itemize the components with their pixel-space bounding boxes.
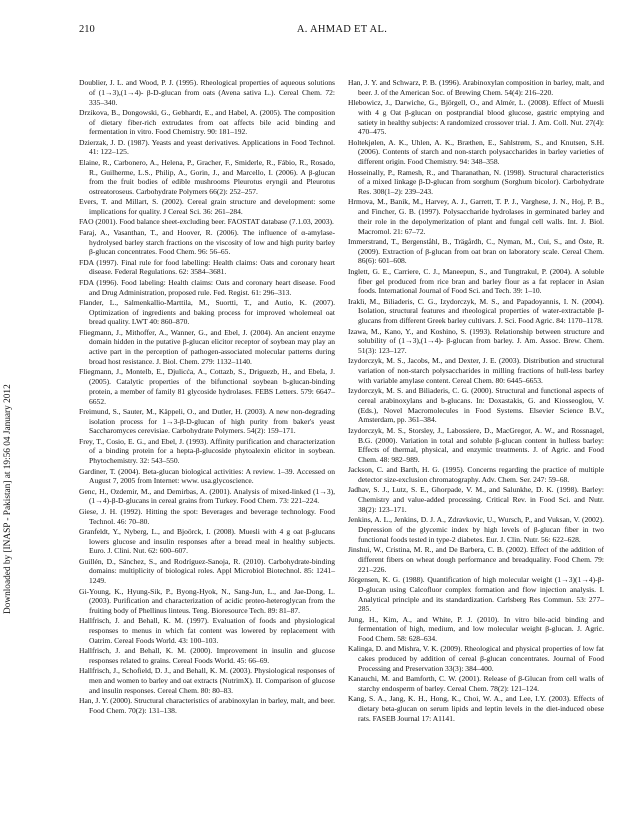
reference-entry: Han, J. Y. (2000). Structural characteristics of arabinoxylan in barley, malt, and beer. Food Chem. 70(2): 131–138. [79,696,335,715]
reference-entry: Kang, S. A., Jang, K. H., Hong, K., Choi, W. A., and Lee, I.Y. (2003). Effects of dietary beta-glucan on serum lipids and leptin levels in the diet-induced obese rats. FASEB Journal 17: A1141. [348,694,604,723]
references-left-column [79,78,335,716]
reference-entry: Inglett, G. E., Carriere, C. J., Maneepun, S., and Tungtrakul, P. (2004). A soluble fiber gel produced from rice bran and barley flour as a fat replacer in Asian foods. International Journal of Food Sci. and Tech. 39: 1–10. [348,266,604,296]
reference-entry: Freimund, S., Sauter, M., Käppeli, O., and Dutler, H. (2003). A new non-degrading isolation process for 1→3-β-D-glucan of high purity from baker's yeast Saccharomyces cerevisiae. Carbohydrate Polymers. 54(2): 159–171. [79,406,335,436]
reference-entry: Jackson, C. and Barth, H. G. (1995). Concerns regarding the practice of multiple detector size-exclusion chromatography. Adv. Chem. Ser. 247: 59–68. [348,465,604,485]
download-notice: Downloaded by [INASP - Pakistan] at 19:56 04 January 2012 [3,384,13,614]
reference-entry: Jung, H., Kim, A., and White, P. J. (2010). In vitro bile-acid binding and fermentation of high, medium, and low molecular weight β-glucan. J. Agric. Food Chem. 58: 628–634. [348,614,604,644]
reference-entry: Hrmova, M., Banik, M., Harvey, A. J., Garrett, T. P. J., Varghese, J. N., Hoj, P. B., and Fincher, G. B. (1997). Polysaccharide hydrolases in germinated barley and their role in the depolymerization of plant and fungal cell walls. Int. J. Biol. Macromol. 21: 67–72. [348,197,604,236]
reference-entry: Izydorczyk, M. S., Jacobs, M., and Dexter, J. E. (2003). Distribution and structural variation of non-starch polysaccharides in milling fractions of hull-less barley with variable amylase content. Cereal Chem. 80: 6445–6653. [348,356,604,385]
reference-entry: Izydorczyk, M. S., Storsley, J., Labossiere, D., MacGregor, A. W., and Rossnagel, B.G. (2000). Variation in total and soluble β-glucan content in hulless barley: Effects of thermal, physical, and enzymic treatments. J. of Agric. and Food Chem. 48: 982–989. [348,425,604,465]
reference-entry: Hlebowicz, J., Darwiche, G., Björgell, O., and Almér, L. (2008). Effect of Muesli with 4 g Oat β-glucan on postprandial blood glucose, gastric emptying and satiety in healthy subjects: A randomized crossover trial. J. Am. Coll. Nut. 27(4): 470–475. [348,98,604,137]
reference-entry: Dzierzak, J. D. (1987). Yeasts and yeast derivatives. Applications in Food Technol. 41: 122–125. [79,137,335,157]
page-header [79,24,605,38]
references-right-column [348,78,604,724]
reference-entry: Jinshui, W., Cristina, M. R., and De Barbera, C. B. (2002). Effect of the addition of different fibers on wheat dough performance and breadquality. Food Chem. 79: 221–226. [348,545,604,574]
reference-entry: Hallfrisch, J. and Behall, K. M. (1997). Evaluation of foods and physiological responses to menus in which fat content was lowered by replacement with Oatrim. Cereal Foods World. 43: 100–103. [79,616,335,645]
reference-entry: Gardiner, T. (2004). Beta-glucan biological activities: A review. 1–39. Accessed on August 7, 2005 from Internet: www. usa.glycoscience. [79,466,335,486]
running-head: A. AHMAD ET AL. [296,24,388,35]
download-notice-sidebar [3,54,17,614]
reference-entry: Izawa, M., Kano, Y., and Koshino, S. (1993). Relationship between structure and solubility of (1→3),(1→4)- β-glucan from barley. J. Am. Assoc. Brew. Chem. 51(3): 123–127. [348,326,604,355]
reference-entry: Izydorczyk, M. S. and Biliaderis, C. G. (2000). Structural and functional aspects of cereal arabinoxylans and b-glucans. In: Doxastakis, G. and Kiosseoglou, V. (Eds.), Novel Macromolecules in Food Systems. Elsevier Science B.V., Amsterdam, pp. 361–384. [348,386,604,425]
reference-entry: Kanauchi, M. and Bamforth, C. W. (2001). Release of β-Glucan from cell walls of starchy endosperm of barley. Cereal Chem. 78(2): 121–124. [348,674,604,694]
reference-entry: FDA (1996). Food labeling: Health claims: Oats and coronary heart disease. Food and Drug Administration, proposed rule. Fed. Regist. 61: 296–313. [79,277,335,297]
reference-entry: Elaine, R., Carbonero, A., Helena, P., Gracher, F., Smiderle, R., Fábio, R., Rosado, R., Guilherme, L.S., Philip, A., Gorin, J., and Marcello, I. (2006). A β-glucan from the fruit bodies of edible mushrooms Pleurotus eryngii and Pleurotus ostreatoroseus. Carbohydrate Polymers 66(2): 252–257. [79,157,335,197]
reference-entry: Flander, L., Salmenkallio-Marttila, M., Suortti, T., and Autio, K. (2007). Optimization of ingredients and baking process for improved wholemeal oat bread quality. LWT 40: 860–870. [79,297,335,327]
reference-entry: Doublier, J. L. and Wood, P. J. (1995). Rheological properties of aqueous solutions of (1→3),(1→4)- β-D-glucan from oats (Avena sativa L.). Cereal Chem. 72: 335–340. [79,78,335,107]
reference-entry: Jörgensen, K. G. (1988). Quantification of high molecular weight (1→3)(1→4)-β-D-glucan using Calcofluor complex formation and flow injection analysis. I. Analytical principle and its standardization. Carlsberg Res Commun. 53: 277–285. [348,575,604,614]
reference-entry: FAO (2001). Food balance sheet-excluding beer. FAOSTAT database (7.1.03, 2003). [79,217,334,227]
reference-entry: Irakli, M., Biliaderis, C. G., Izydorczyk, M. S., and Papadoyannis, I. N. (2004). Isolation, structural features and rheological properties of water-extractable β-glucans from different Greek barley cultivars. J. Sci. Food Agric. 84: 1170–1178. [348,296,604,326]
reference-entry: Kalinga, D. and Mishra, V. K. (2009). Rheological and physical properties of low fat cakes produced by addition of cereal β-glucan concentrates. Journal of Food Processing and Preservation 33(3): 384–400. [348,644,604,673]
reference-entry: Guillén, D., Sánchez, S., and Rodríguez-Sanoja, R. (2010). Carbohydrate-binding domains: multiplicity of biological roles. Appl Microbiol Biotechnol. 85: 1241–1249. [79,556,335,586]
reference-entry: Genc, H., Ozdemir, M., and Demirbas, A. (2001). Analysis of mixed-linked (1→3), (1→4)-β-D-glucans in cereal grains from Turkey. Food Chem. 73: 221–224. [79,486,335,506]
reference-entry: FDA (1997). Final rule for food labelling: Health claims: Oats and coronary heart disease. Federal Regulations. 62: 3584–3681. [79,257,335,277]
reference-entry: Hallfrisch, J. and Behall, K. M. (2000). Improvement in insulin and glucose responses related to grains. Cereal Foods World. 45: 66–69. [79,646,335,665]
reference-entry: Drzikova, B., Dongowski, G., Gebhardt, E., and Habel, A. (2005). The composition of dietary fiber-rich extrudates from oat affects bile acid binding and fermentation in vitro. Food Chemistry. 90: 181–192. [79,107,335,137]
reference-entry: Evers, T. and Millart, S. (2002). Cereal grain structure and development: some implications for quality. J Cereal Sci. 36: 261–284. [79,197,335,217]
reference-entry: Frey, T., Cosio, E. G., and Ebel, J. (1993). Affinity purification and characterization of a binding protein for a hepta-β-glucoside phytoalexin elicitor in soybean. Phytochemistry. 32: 543–550. [79,436,335,466]
reference-entry: Hallfrisch, J., Schofield, D. J., and Behall, K. M. (2003). Physiological responses of men and women to barley and oat extracts (NutrimX). II. Comparison of glucose and insulin responses. Cereal Chem. 80: 80–83. [79,666,335,695]
reference-entry: Immerstrand, T., Bergenståhl, B., Trägårdh, C., Nyman, M., Cui, S., and Öste, R. (2009). Extraction of β-glucan from oat bran on laboratory scale. Cereal Chem. 86(6): 601–608. [348,236,604,266]
reference-entry: Jenkins, A. L., Jenkins, D. J. A., Zdravkovic, U., Wursch, P., and Vuksan, V. (2002). Depression of the glycemic index by high levels of β-glucan fiber in two functional foods tested in type-2 diabetes. Eur. J. Clin. Nutr. 56: 622–628. [348,515,604,544]
reference-entry: Jadhav, S. J., Lutz, S. E., Ghorpade, V. M., and Salunkhe, D. K. (1998). Barley: Chemistry and value-added processing. Critical Rev. in Food Sci. and Nutr. 38(2): 123–171. [348,485,604,514]
reference-entry: Han, J. Y. and Schwarz, P. B. (1996). Arabinoxylan composition in barley, malt, and beer. J. of the American Soc. of Brewing Chem. 54(4): 216–220. [348,78,604,97]
reference-entry: Giese, J. H. (1992). Hitting the spot: Beverages and beverage technology. Food Technol. 46: 70–80. [79,506,335,526]
reference-entry: Faraj, A., Vasanthan, T., and Hoover, R. (2006). The influence of α-amylase-hydrolysed barley starch fractions on the viscosity of low and high purity barley β-glucan concentrates. Food Chem. 96: 56–65. [79,227,335,257]
reference-entry: Fliegmann, J., Mithoffer, A., Wanner, G., and Ebel, J. (2004). An ancient enzyme domain hidden in the putative β-glucan elicitor receptor of soybean may play an active part in the perception of pathogen-associated molecular patterns during broad host resistance. J. Biol. Chem. 279: 1132–1140. [79,327,335,366]
reference-entry: Fliegmann, J., Montelb, E., Djulicća, A., Cottazb, S., Driguezb, H., and Ebela, J. (2005). Catalytic properties of the bifunctional soybean b-glucan-binding protein, a member of family 81 glycoside hydrolases. FEBS Letters. 579: 6647–6652. [79,367,335,406]
reference-entry: Holtekjølen, A. K., Uhlen, A. K., Bræthen, E., Sahlstrøm, S., and Knutsen, S.H. (2006). Contents of starch and non-starch polysaccharides in barley varieties of different origin. Food Chemistry. 94: 348–358. [348,137,604,167]
reference-entry: Granfeldt, Y., Nyberg, L., and Bjoörck, I. (2008). Muesli with 4 g oat β-glucans lowers glucose and insulin responses after a bread meal in healthy subjects. Euro. J. Clini. Nut. 62: 600–607. [79,526,335,556]
reference-entry: Gi-Young, K., Hyung-Sik, P., Byong-Hyok, N., Sang-Jun, L., and Jae-Dong, L. (2003). Purification and characterization of acidic proteo-heteroglycan from the fruiting body of Phellinus linteus. Teng. Bioresource Tech. 89: 81–87. [79,586,335,616]
reference-entry: Hosseinally, P., Ramesh, R., and Tharanathan, N. (1998). Structural characteristics of a mixed linkage β-D-glucan from sorghum (Sorghum bicolor). Carbohydrate Res. 308(1–2): 239–243. [348,167,604,197]
page-number: 210 [79,24,95,35]
